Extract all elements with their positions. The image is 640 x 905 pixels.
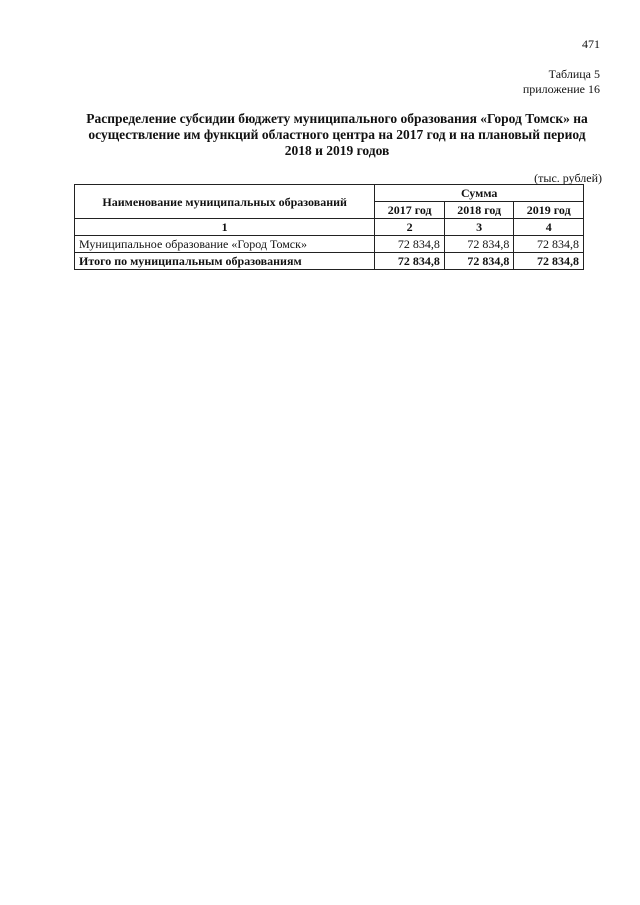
row-name: Муниципальное образование «Город Томск» xyxy=(75,236,375,253)
row-value-2019: 72 834,8 xyxy=(514,236,584,253)
caption-table-number: Таблица 5 xyxy=(548,67,600,81)
table-row xyxy=(75,236,584,253)
title-line-1: Распределение субсидии бюджету муниципального образования «Город Томск» на xyxy=(86,111,588,126)
total-row xyxy=(75,253,584,270)
index-cell: 2 xyxy=(375,219,445,236)
total-value-2017: 72 834,8 xyxy=(375,253,445,270)
row-value-2018: 72 834,8 xyxy=(444,236,514,253)
unit-note: (тыс. рублей) xyxy=(534,171,602,185)
total-value-2018: 72 834,8 xyxy=(444,253,514,270)
header-year-2019: 2019 год xyxy=(514,202,584,219)
document-title xyxy=(72,111,602,159)
caption-appendix: приложение 16 xyxy=(522,82,600,96)
subsidy-table xyxy=(74,184,584,270)
total-name: Итого по муниципальным образованиям xyxy=(75,253,375,270)
table-caption xyxy=(523,67,600,97)
header-year-2017: 2017 год xyxy=(375,202,445,219)
title-line-2: осуществление им функций областного центра на 2017 год и на плановый период xyxy=(88,127,586,142)
page-number: 471 xyxy=(582,37,600,51)
index-cell: 4 xyxy=(514,219,584,236)
header-row-1 xyxy=(75,185,584,202)
index-row xyxy=(75,219,584,236)
title-line-3: 2018 и 2019 годов xyxy=(284,143,390,158)
index-cell: 1 xyxy=(75,219,375,236)
total-value-2019: 72 834,8 xyxy=(514,253,584,270)
header-name: Наименование муниципальных образований xyxy=(75,185,375,219)
index-cell: 3 xyxy=(444,219,514,236)
row-value-2017: 72 834,8 xyxy=(375,236,445,253)
header-sum: Сумма xyxy=(375,185,584,202)
header-year-2018: 2018 год xyxy=(444,202,514,219)
